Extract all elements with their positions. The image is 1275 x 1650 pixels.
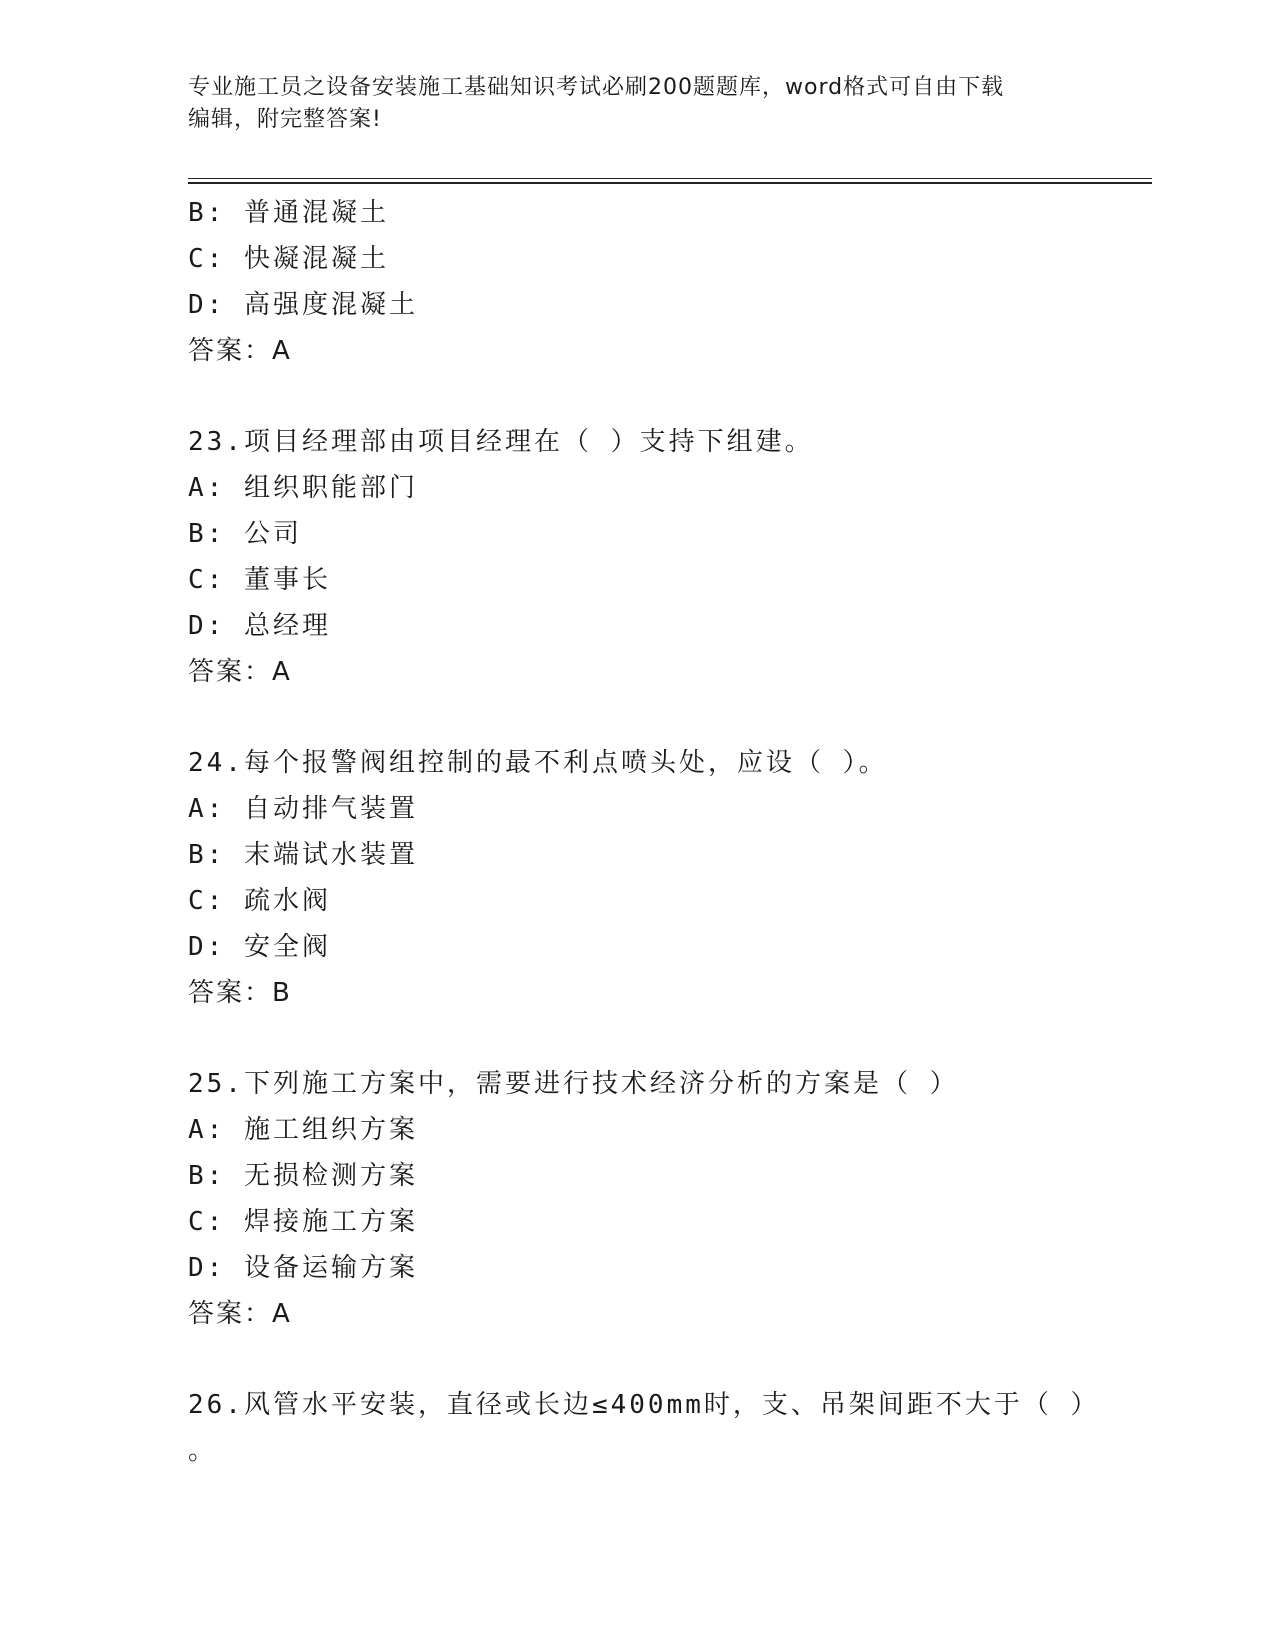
option-b: B: 末端试水装置 bbox=[188, 840, 418, 870]
spacer bbox=[188, 374, 1152, 419]
answer-line: 答案：A bbox=[188, 336, 292, 366]
question-block-22 bbox=[188, 190, 1152, 374]
question-text: 23.项目经理部由项目经理在（ ）支持下组建。 bbox=[188, 427, 814, 457]
option-d: D: 总经理 bbox=[188, 611, 331, 641]
question-block-23 bbox=[188, 419, 1152, 695]
option-c: C: 焊接施工方案 bbox=[188, 1207, 418, 1237]
option-d: D: 高强度混凝土 bbox=[188, 290, 418, 320]
question-text: 24.每个报警阀组控制的最不利点喷头处，应设（ ）。 bbox=[188, 748, 888, 778]
spacer bbox=[188, 1337, 1152, 1382]
question-list bbox=[188, 190, 1152, 1474]
header-title-line-2: 编辑，附完整答案! bbox=[188, 107, 382, 132]
header-divider-thin bbox=[188, 178, 1152, 179]
option-b: B: 公司 bbox=[188, 519, 302, 549]
option-a: A: 自动排气装置 bbox=[188, 794, 418, 824]
question-text-continuation: 。 bbox=[188, 1436, 215, 1466]
option-c: C: 快凝混凝土 bbox=[188, 244, 389, 274]
question-text: 25.下列施工方案中，需要进行技术经济分析的方案是（ ） bbox=[188, 1069, 959, 1099]
question-block-25 bbox=[188, 1061, 1152, 1337]
spacer bbox=[188, 695, 1152, 740]
option-c: C: 疏水阀 bbox=[188, 886, 331, 916]
question-text: 26.风管水平安装，直径或长边≤400mm时，支、吊架间距不大于（ ） bbox=[188, 1390, 1100, 1420]
option-a: A: 施工组织方案 bbox=[188, 1115, 418, 1145]
document-header bbox=[188, 72, 1088, 136]
question-block-26 bbox=[188, 1382, 1152, 1474]
answer-line: 答案：B bbox=[188, 978, 292, 1008]
option-d: D: 安全阀 bbox=[188, 932, 331, 962]
header-divider-thick bbox=[188, 182, 1152, 184]
answer-line: 答案：A bbox=[188, 1299, 292, 1329]
question-block-24 bbox=[188, 740, 1152, 1016]
option-b: B: 普通混凝土 bbox=[188, 198, 389, 228]
spacer bbox=[188, 1016, 1152, 1061]
option-c: C: 董事长 bbox=[188, 565, 331, 595]
option-a: A: 组织职能部门 bbox=[188, 473, 418, 503]
option-d: D: 设备运输方案 bbox=[188, 1253, 418, 1283]
header-title-line-1: 专业施工员之设备安装施工基础知识考试必刷200题题库，word格式可自由下载 bbox=[188, 75, 1005, 100]
option-b: B: 无损检测方案 bbox=[188, 1161, 418, 1191]
answer-line: 答案：A bbox=[188, 657, 292, 687]
